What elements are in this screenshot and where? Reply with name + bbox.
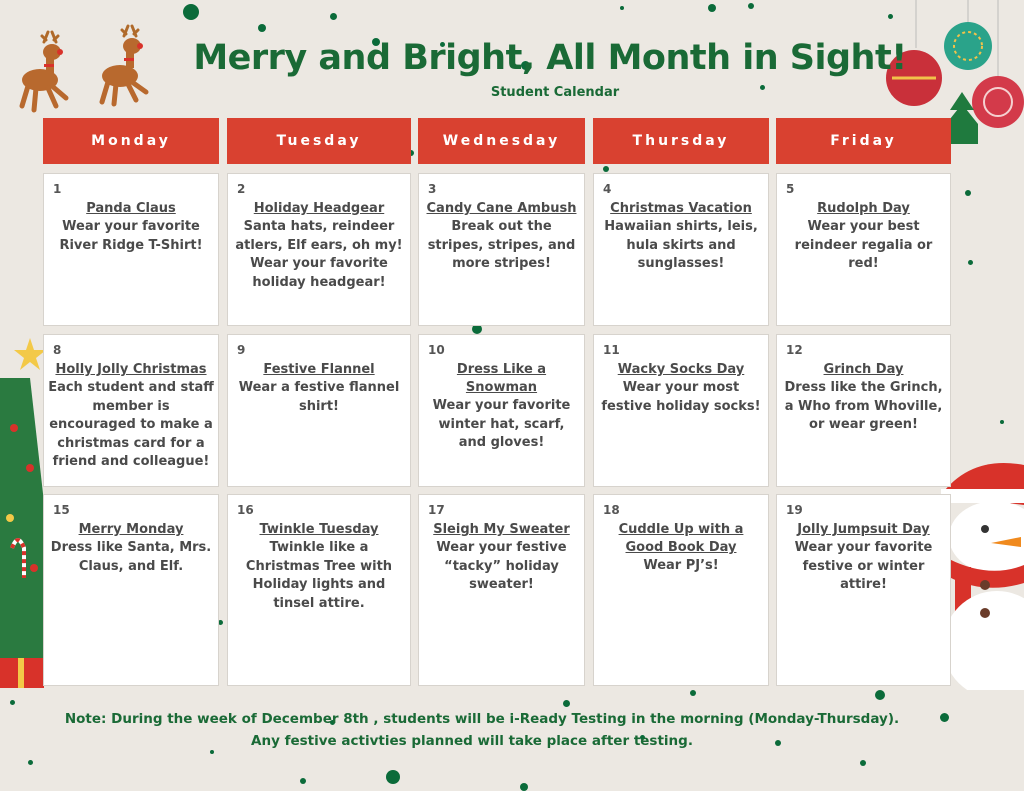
day-number: 18: [603, 503, 620, 517]
day-number: 2: [237, 182, 246, 196]
event-title: Panda Claus: [86, 201, 176, 216]
day-header-thursday: Thursday: [593, 118, 769, 164]
testing-note-line2: Any festive activties planned will take place after testing.: [251, 733, 693, 749]
calendar-day-cell: [227, 494, 411, 686]
calendar-day-cell: [776, 173, 951, 326]
confetti-dot: [965, 190, 971, 196]
confetti-dot: [620, 6, 624, 10]
confetti-dot: [300, 778, 306, 784]
day-number: 4: [603, 182, 612, 196]
calendar-day-cell: [776, 494, 951, 686]
confetti-dot: [520, 783, 528, 791]
day-number: 11: [603, 343, 620, 357]
event-title: Jolly Jumpsuit Day: [797, 522, 930, 537]
day-number: 15: [53, 503, 70, 517]
confetti-dot: [10, 700, 15, 705]
event-title: Cuddle Up with a Good Book Day: [618, 522, 744, 555]
confetti-dot: [183, 4, 199, 20]
event-title: Twinkle Tuesday: [259, 522, 379, 537]
day-header-monday: Monday: [43, 118, 219, 164]
calendar-day-cell: [418, 494, 585, 686]
event-title: Grinch Day: [823, 362, 904, 377]
day-number: 8: [53, 343, 62, 357]
confetti-dot: [690, 690, 696, 696]
calendar-day-cell: [227, 173, 411, 326]
page-title: Merry and Bright, All Month in Sight!: [193, 38, 907, 78]
calendar-day-cell: [593, 334, 769, 487]
calendar-day-cell: [418, 173, 585, 326]
day-number: 5: [786, 182, 795, 196]
calendar-day-cell: [593, 173, 769, 326]
confetti-dot: [330, 13, 337, 20]
day-number: 12: [786, 343, 803, 357]
event-title: Merry Monday: [78, 522, 184, 537]
day-header-tuesday: Tuesday: [227, 118, 411, 164]
event-title: Sleigh My Sweater: [433, 522, 570, 537]
day-number: 3: [428, 182, 437, 196]
confetti-dot: [875, 690, 885, 700]
calendar-day-cell: [43, 494, 219, 686]
confetti-dot: [386, 770, 400, 784]
event-description: Dress like the Grinch, a Who from Whoville, or wear green!: [784, 380, 943, 432]
event-title: Rudolph Day: [817, 201, 910, 216]
event-description: Each student and staff member is encouraged to make a christmas card for a friend and colleague!: [48, 380, 214, 469]
event-description: Break out the stripes, stripes, and more stripes!: [427, 219, 576, 271]
event-description: Hawaiian shirts, leis, hula skirts and sunglasses!: [604, 219, 758, 271]
page-subtitle: Student Calendar: [490, 85, 620, 100]
event-description: Wear your festive “tacky” holiday sweater!: [436, 540, 567, 592]
event-description: Wear your favorite winter hat, scarf, and gloves!: [432, 398, 571, 450]
event-description: Wear your best reindeer regalia or red!: [794, 219, 933, 271]
day-header-wednesday: Wednesday: [418, 118, 585, 164]
day-number: 16: [237, 503, 254, 517]
day-number: 10: [428, 343, 445, 357]
calendar-day-cell: [227, 334, 411, 487]
event-title: Festive Flannel: [263, 362, 375, 377]
event-description: Wear your favorite River Ridge T-Shirt!: [59, 219, 203, 253]
confetti-dot: [940, 713, 949, 722]
day-header-friday: Friday: [776, 118, 951, 164]
day-number: 17: [428, 503, 445, 517]
calendar-day-cell: [593, 494, 769, 686]
confetti-dot: [563, 700, 570, 707]
confetti-dot: [968, 260, 973, 265]
confetti-dot: [708, 4, 716, 12]
event-description: Wear a festive flannel shirt!: [238, 380, 400, 414]
day-number: 1: [53, 182, 62, 196]
event-title: Candy Cane Ambush: [426, 201, 577, 216]
confetti-dot: [860, 760, 866, 766]
event-description: Santa hats, reindeer atlers, Elf ears, oh my! Wear your favorite holiday headgear!: [235, 219, 403, 290]
calendar-day-cell: [43, 173, 219, 326]
day-number: 9: [237, 343, 246, 357]
event-title: Holly Jolly Christmas: [55, 362, 207, 377]
confetti-dot: [1000, 420, 1004, 424]
event-title: Dress Like a Snowman: [456, 362, 547, 395]
event-description: Wear your most festive holiday socks!: [601, 380, 761, 414]
event-description: Dress like Santa, Mrs. Claus, and Elf.: [50, 540, 212, 574]
event-title: Christmas Vacation: [610, 201, 752, 216]
event-title: Wacky Socks Day: [617, 362, 745, 377]
day-number: 19: [786, 503, 803, 517]
confetti-dot: [210, 750, 214, 754]
event-description: Wear your favorite festive or winter attire!: [794, 540, 933, 592]
confetti-dot: [603, 166, 609, 172]
calendar-day-cell: [418, 334, 585, 487]
calendar-day-cell: [776, 334, 951, 487]
confetti-dot: [748, 3, 754, 9]
confetti-dot: [258, 24, 266, 32]
confetti-dot: [28, 760, 33, 765]
event-description: Twinkle like a Christmas Tree with Holiday lights and tinsel attire.: [245, 540, 393, 611]
event-title: Holiday Headgear: [253, 201, 385, 216]
christmas-tree-icon: [0, 338, 48, 690]
testing-note: Note: During the week of December 8th , students will be i-Ready Testing in the morning (Monday-Thursday).: [64, 711, 900, 727]
event-description: Wear PJ’s!: [643, 558, 719, 573]
calendar-day-cell: [43, 334, 219, 487]
